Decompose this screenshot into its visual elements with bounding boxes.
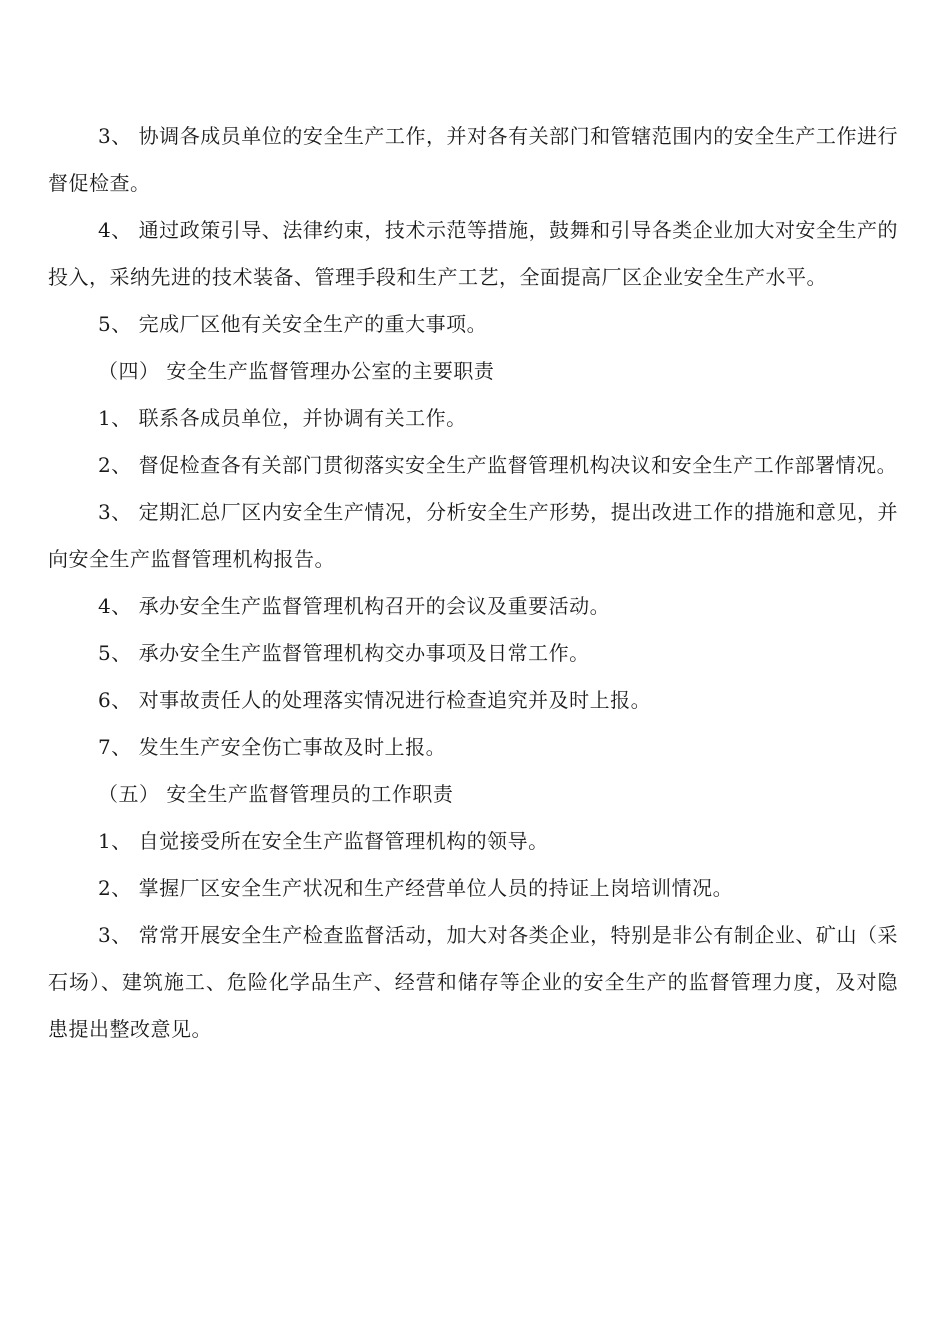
paragraph-office-duty-6: 6、 对事故责任人的处理落实情况进行检查追究并及时上报。 — [98, 688, 652, 712]
paragraph-supervisor-duty-3: 3、 常常开展安全生产检查监督活动，加大对各类企业，特别是非公有制企业、矿山（采石场）、建筑施工、危险化学品生产、经营和储存等企业的安全生产的监督管理力度，及对隐患提出整改意见。 — [48, 923, 898, 1041]
paragraph-supervisor-duty-1: 1、 自觉接受所在安全生产监督管理机构的领导。 — [98, 829, 549, 853]
document-page — [48, 113, 898, 1053]
paragraph-duty-4-policy: 4、 通过政策引导、法律约束，技术示范等措施，鼓舞和引导各类企业加大对安全生产的投入，采纳先进的技术装备、管理手段和生产工艺，全面提高厂区企业安全生产水平。 — [48, 218, 898, 289]
paragraph-office-duty-3: 3、 定期汇总厂区内安全生产情况，分析安全生产形势，提出改进工作的措施和意见，并向安全生产监督管理机构报告。 — [48, 500, 898, 571]
paragraph-duty-5-major-matters: 5、 完成厂区他有关安全生产的重大事项。 — [98, 312, 488, 336]
section-heading-supervisor-duties: （五） 安全生产监督管理员的工作职责 — [98, 782, 454, 806]
paragraph-office-duty-7: 7、 发生生产安全伤亡事故及时上报。 — [98, 735, 447, 759]
paragraph-supervisor-duty-2: 2、 掌握厂区安全生产状况和生产经营单位人员的持证上岗培训情况。 — [98, 876, 734, 900]
paragraph-office-duty-4: 4、 承办安全生产监督管理机构召开的会议及重要活动。 — [98, 594, 611, 618]
paragraph-office-duty-2: 2、 督促检查各有关部门贯彻落实安全生产监督管理机构决议和安全生产工作部署情况。 — [98, 453, 898, 477]
section-heading-office-duties: （四） 安全生产监督管理办公室的主要职责 — [98, 359, 495, 383]
paragraph-office-duty-5: 5、 承办安全生产监督管理机构交办事项及日常工作。 — [98, 641, 590, 665]
paragraph-office-duty-1: 1、 联系各成员单位，并协调有关工作。 — [98, 406, 467, 430]
paragraph-duty-3-coordinate: 3、 协调各成员单位的安全生产工作，并对各有关部门和管辖范围内的安全生产工作进行督促检查。 — [48, 124, 898, 195]
